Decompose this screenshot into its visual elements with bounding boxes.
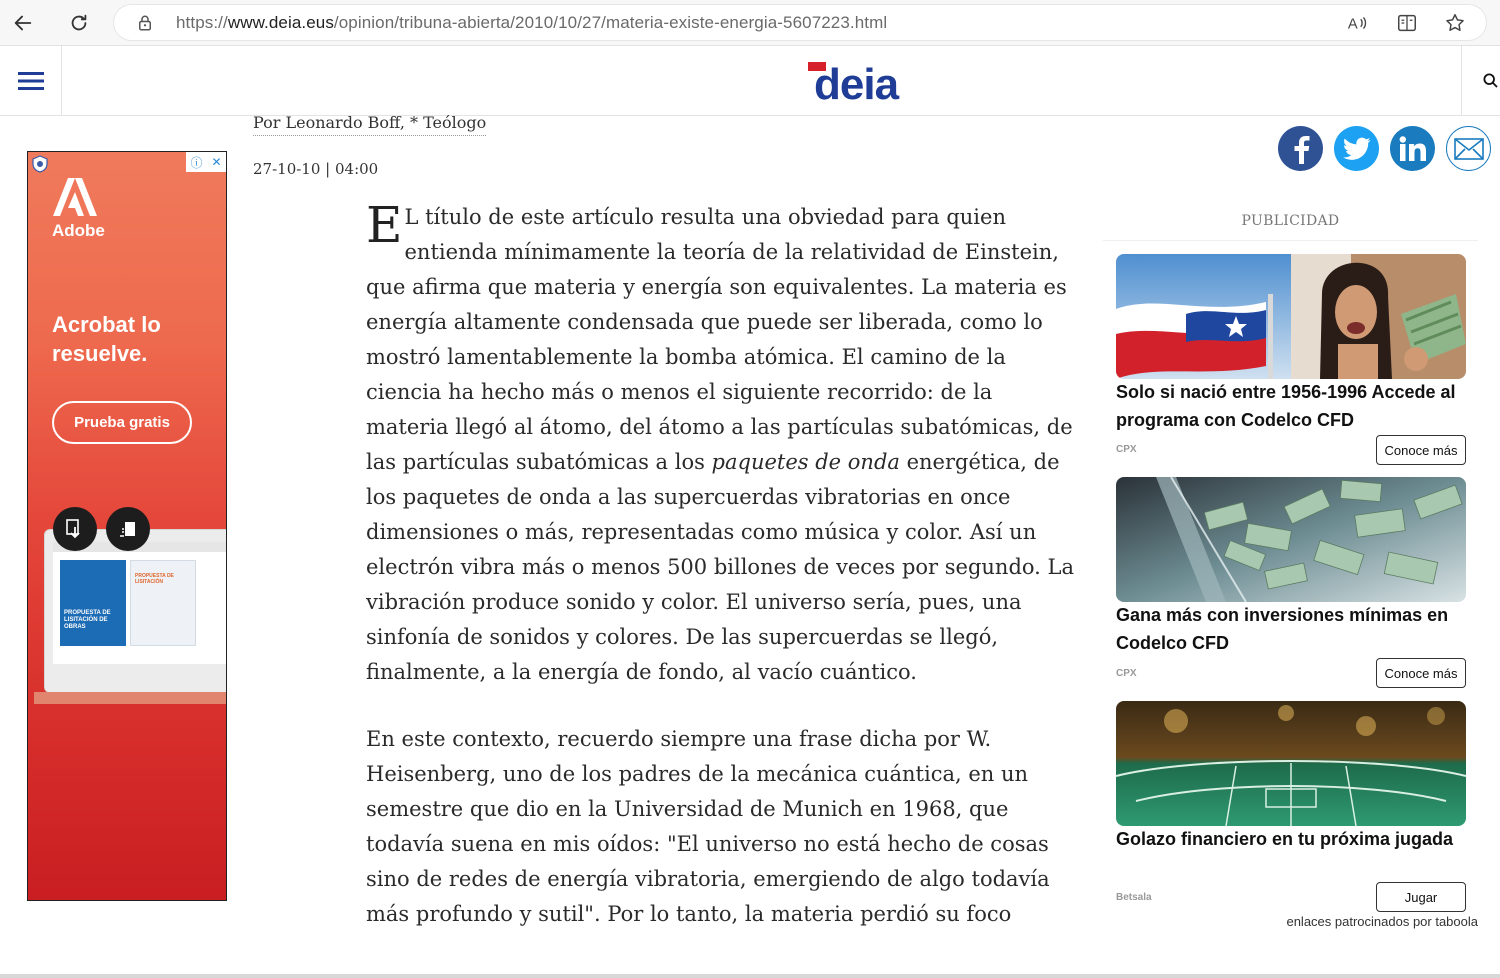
hamburger-icon [18, 71, 44, 91]
ad-brand: Adobe [52, 221, 105, 240]
search-icon [1482, 66, 1500, 96]
paragraph-text: L título de este artículo resulta una obviedad para quien entienda mínimamente la teoría de la relatividad de Einstein, que afirma que materia y energía son equivalentes. La materia es energía altamente condensada que puede ser liberada, como lo mostró lamentablemente la bomba atómica. El camino de la ciencia ha hecho más o menos el siguiente recorrido: de la materia llegó al átomo, del átomo a las partículas subatómicas, de las partículas subatómicas a los [366, 205, 1073, 474]
back-button[interactable] [6, 6, 40, 40]
divider [1103, 240, 1478, 241]
ad-headline: Acrobat lo resuelve. [52, 312, 161, 366]
logo-text: deia [814, 60, 899, 106]
adobe-logo-icon [53, 178, 97, 216]
menu-button[interactable] [0, 46, 62, 115]
article-body [366, 196, 1078, 964]
drop-cap: E [366, 196, 403, 254]
article-paragraph [366, 196, 1078, 690]
arrow-left-icon [12, 12, 34, 34]
ad-laptop-screen [53, 542, 227, 664]
export-pdf-icon [64, 518, 86, 540]
paragraph-text: energética, de los paquetes de onda a las supercuerdas vibratorias en once dimensiones o más, representadas como música y color. Así un electrón vibra más o menos 500 billones de veces por segundo. La vibración produce sonido y color. El universo sería, pues, una sinfonía de sonidos y colores. De las supercuerdas se llegó, finalmente, a la energía de fondo, al vacío cuántico. [366, 450, 1074, 684]
share-twitter-button[interactable] [1334, 126, 1379, 171]
edit-document-icon [117, 518, 139, 540]
ad-edit-button[interactable] [106, 507, 150, 551]
ad-document-blue-title: PROPUESTA DE LISITACIÓN DE OBRAS [64, 610, 111, 630]
shield-icon [31, 155, 49, 173]
site-header [0, 46, 1500, 116]
ad-document-blue [60, 560, 126, 646]
read-aloud-icon [1346, 12, 1368, 34]
facebook-icon [1290, 134, 1312, 164]
url-scheme: https:// [176, 13, 228, 32]
info-icon[interactable]: ⓘ [190, 155, 203, 170]
taboola-attribution[interactable]: enlaces patrocinados por taboola [1286, 914, 1478, 929]
sponsored-source: Betsala [1116, 892, 1152, 903]
url-text[interactable] [176, 13, 887, 33]
twitter-icon [1343, 137, 1371, 161]
jugar-button[interactable]: Jugar [1376, 882, 1466, 912]
ad-document-white [130, 560, 196, 646]
star-icon [1444, 12, 1466, 34]
close-icon[interactable]: ✕ [211, 155, 222, 169]
sponsored-image-casino-table[interactable] [1116, 701, 1466, 826]
url-host: www.deia.eus [227, 13, 334, 32]
sponsored-image-flag-woman[interactable] [1116, 254, 1466, 379]
sponsored-source: CPX [1116, 444, 1137, 455]
article-paragraph: En este contexto, recuerdo siempre una frase dicha por W. Heisenberg, uno de los padres de la mecánica cuántica, en un semestre que dio en la Universidad de Munich en 1968, que todavía suena en mis oídos: "El universo no está hecho de cosas sino de redes de energía vibratoria, emergiendo de algo todavía más profundo y sutil". Por lo tanto, la materia perdió su foco [366, 727, 1050, 926]
horizontal-scrollbar[interactable] [0, 974, 1500, 978]
linkedin-icon [1399, 136, 1427, 162]
sponsored-title[interactable]: Golazo financiero en tu próxima jugada [1116, 829, 1454, 849]
italic-phrase: paquetes de onda [711, 450, 900, 474]
lock-icon[interactable] [136, 14, 154, 32]
share-email-button[interactable] [1446, 126, 1491, 171]
share-linkedin-button[interactable] [1390, 126, 1435, 171]
ad-laptop-base [34, 692, 227, 704]
reader-view-icon [1396, 12, 1418, 34]
svg-text:A: A [1347, 16, 1358, 33]
ad-convert-button[interactable] [53, 507, 97, 551]
adchoices[interactable] [186, 152, 226, 172]
conoce-mas-button[interactable]: Conoce más [1376, 658, 1466, 688]
ad-cta-button[interactable]: Prueba gratis [52, 401, 192, 444]
favorite-button[interactable] [1442, 10, 1468, 36]
adobe-advertisement[interactable] [27, 151, 227, 901]
sponsored-image-money-stream[interactable] [1116, 477, 1466, 602]
address-bar[interactable] [114, 5, 1486, 40]
url-path: /opinion/tribuna-abierta/2010/10/27/materia-existe-energia-5607223.html [333, 13, 888, 32]
share-facebook-button[interactable] [1278, 126, 1323, 171]
mail-icon [1454, 138, 1484, 160]
ad-laptop-illustration [44, 529, 227, 693]
publicidad-label: PUBLICIDAD [1241, 213, 1340, 229]
deia-logo[interactable] [808, 58, 938, 106]
author-byline[interactable]: Por Leonardo Boff, * Teólogo [253, 113, 486, 136]
reload-icon [68, 12, 90, 34]
sponsored-title[interactable]: Gana más con inversiones mínimas en Codelco CFD [1116, 605, 1449, 653]
conoce-mas-button[interactable]: Conoce más [1376, 435, 1466, 465]
browser-toolbar [0, 0, 1500, 46]
ad-document-white-title: PROPUESTA DE LISITACIÓN [135, 573, 174, 585]
reload-button[interactable] [62, 6, 96, 40]
sponsored-title[interactable]: Solo si nació entre 1956-1996 Accede al programa con Codelco CFD [1116, 382, 1456, 430]
search-button[interactable] [1461, 46, 1500, 115]
publish-date: 27-10-10 | 04:00 [253, 160, 379, 178]
read-aloud-button[interactable] [1344, 10, 1370, 36]
sponsored-source: CPX [1116, 668, 1137, 679]
reader-view-button[interactable] [1394, 10, 1420, 36]
